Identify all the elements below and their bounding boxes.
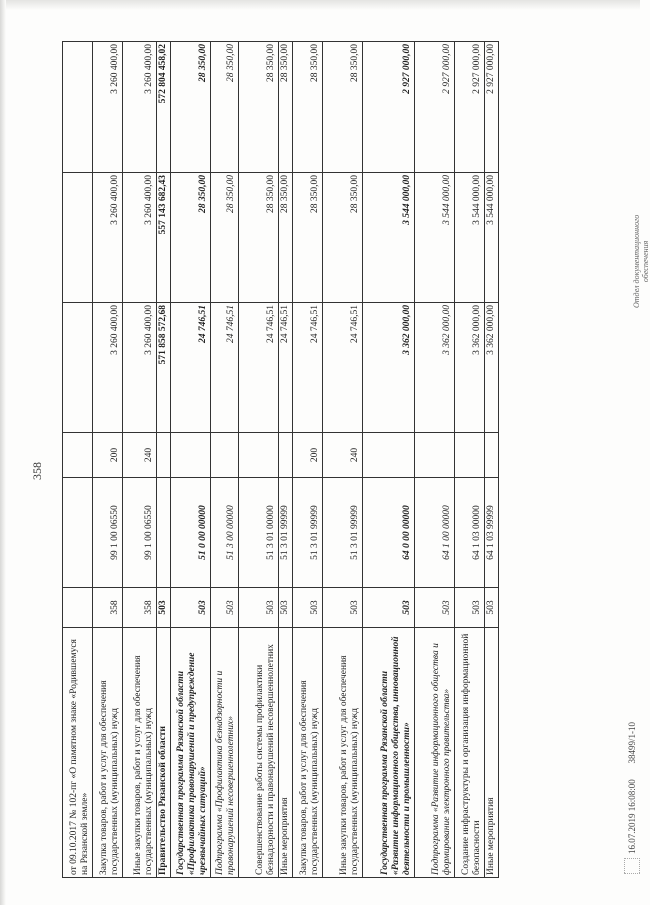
cell-vr — [239, 433, 279, 478]
cell-vr: 240 — [323, 433, 363, 478]
cell-csr: 51 0 00 00000 — [171, 478, 211, 588]
cell-amount-3: 28 350,00 — [279, 42, 293, 173]
table-row — [123, 42, 157, 878]
table-row — [171, 42, 211, 878]
cell-amount-3: 28 350,00 — [239, 42, 279, 173]
cell-amount-2: 28 350,00 — [279, 173, 293, 303]
cell-amount-3: 28 350,00 — [323, 42, 363, 173]
cell-amount-3: 2 927 000,00 — [363, 42, 415, 173]
cell-vr: 240 — [123, 433, 157, 478]
table-row — [455, 42, 485, 878]
cell-kvsr: 503 — [323, 588, 363, 628]
cell-csr — [63, 478, 93, 588]
cell-name: от 09.10.2017 № 102-пг «О памятном знаке «Родившемуся на Рязанской земле» — [63, 628, 93, 878]
cell-vr: 200 — [93, 433, 123, 478]
page-number: 358 — [30, 462, 44, 480]
table-row — [415, 42, 455, 878]
cell-name: Иные закупки товаров, работ и услуг для обеспечения государственных (муниципальных) нужд — [323, 628, 363, 878]
cell-csr: 64 1 00 00000 — [415, 478, 455, 588]
footer-stamp — [627, 722, 637, 854]
cell-vr — [63, 433, 93, 478]
cell-vr — [211, 433, 239, 478]
cell-amount-2: 3 544 000,00 — [485, 173, 499, 303]
cell-csr: 51 3 01 99999 — [293, 478, 323, 588]
footer-datetime: 16.07.2019 16:08:00 — [627, 779, 637, 854]
cell-amount-2: 3 260 400,00 — [93, 173, 123, 303]
scan-edge-top — [0, 0, 640, 10]
cell-vr — [279, 433, 293, 478]
cell-csr: 51 3 01 99999 — [279, 478, 293, 588]
cell-amount-2: 557 143 682,43 — [157, 173, 171, 303]
cell-vr — [171, 433, 211, 478]
cell-vr — [455, 433, 485, 478]
cell-kvsr: 358 — [123, 588, 157, 628]
footer-dept-stamp — [632, 215, 650, 308]
cell-name: Государственная программа Рязанской области «Профилактика правонарушений и предупреждение чрезвычайных ситуаций» — [171, 628, 211, 878]
cell-vr: 200 — [293, 433, 323, 478]
cell-amount-1: 24 746,51 — [293, 303, 323, 433]
table-row — [363, 42, 415, 878]
cell-amount-1: 24 746,51 — [171, 303, 211, 433]
cell-name: Государственная программа Рязанской области «Развитие информационного общества, инновационной деятельности и промышленности» — [363, 628, 415, 878]
cell-amount-2: 3 544 000,00 — [455, 173, 485, 303]
cell-kvsr: 503 — [363, 588, 415, 628]
cell-name: Иные мероприятия — [485, 628, 499, 878]
footer-dept-line1: Отдел документационного — [632, 214, 641, 308]
cell-kvsr: 503 — [279, 588, 293, 628]
cell-name: Иные мероприятия — [279, 628, 293, 878]
cell-kvsr: 503 — [239, 588, 279, 628]
cell-amount-1: 3 260 400,00 — [123, 303, 157, 433]
cell-amount-1: 3 362 000,00 — [363, 303, 415, 433]
cell-amount-3: 2 927 000,00 — [415, 42, 455, 173]
table-body — [63, 42, 499, 878]
cell-amount-1: 3 260 400,00 — [93, 303, 123, 433]
cell-csr: 99 1 00 06550 — [123, 478, 157, 588]
cell-amount-2: 3 260 400,00 — [123, 173, 157, 303]
cell-amount-2: 3 544 000,00 — [363, 173, 415, 303]
table-row — [293, 42, 323, 878]
footer-dept-line2: обеспечения — [641, 240, 650, 283]
cell-amount-3: 3 260 400,00 — [123, 42, 157, 173]
table-row — [485, 42, 499, 878]
qr-code-icon — [624, 858, 640, 874]
cell-name: Закупка товаров, работ и услуг для обеспечения государственных (муниципальных) нужд — [293, 628, 323, 878]
cell-amount-1: 3 362 000,00 — [455, 303, 485, 433]
cell-amount-3: 28 350,00 — [293, 42, 323, 173]
cell-kvsr: 503 — [157, 588, 171, 628]
cell-amount-2: 3 544 000,00 — [415, 173, 455, 303]
cell-amount-3: 3 260 400,00 — [93, 42, 123, 173]
cell-csr: 51 3 00 00000 — [211, 478, 239, 588]
cell-kvsr: 503 — [293, 588, 323, 628]
cell-amount-1: 24 746,51 — [239, 303, 279, 433]
cell-amount-1: 24 746,51 — [211, 303, 239, 433]
cell-name: Иные закупки товаров, работ и услуг для обеспечения государственных (муниципальных) нужд — [123, 628, 157, 878]
cell-amount-1 — [63, 303, 93, 433]
cell-csr: 64 1 03 99999 — [485, 478, 499, 588]
cell-amount-1: 3 362 000,00 — [415, 303, 455, 433]
table-row — [93, 42, 123, 878]
cell-name: Подпрограмма «Профилактика безнадзорности и правонарушений несовершеннолетних» — [211, 628, 239, 878]
table-row — [63, 42, 93, 878]
cell-vr — [363, 433, 415, 478]
cell-csr — [157, 478, 171, 588]
footer-doc-code: 38499/1-10 — [627, 721, 637, 764]
cell-amount-3: 572 804 458,02 — [157, 42, 171, 173]
cell-amount-2: 28 350,00 — [211, 173, 239, 303]
cell-vr — [157, 433, 171, 478]
rotated-content — [30, 42, 650, 878]
cell-amount-2: 28 350,00 — [171, 173, 211, 303]
cell-amount-1: 24 746,51 — [323, 303, 363, 433]
cell-amount-3 — [63, 42, 93, 173]
cell-kvsr — [63, 588, 93, 628]
cell-amount-3: 2 927 000,00 — [485, 42, 499, 173]
cell-csr: 51 3 01 99999 — [323, 478, 363, 588]
cell-kvsr: 358 — [93, 588, 123, 628]
cell-amount-2: 28 350,00 — [293, 173, 323, 303]
cell-amount-3: 2 927 000,00 — [455, 42, 485, 173]
table-row — [279, 42, 293, 878]
cell-name: Создание инфраструктуры и организация информационной безопасности — [455, 628, 485, 878]
cell-amount-3: 28 350,00 — [211, 42, 239, 173]
cell-vr — [415, 433, 455, 478]
cell-kvsr: 503 — [455, 588, 485, 628]
cell-name: Совершенствование работы системы профилактики безнадзорности и правонарушений несовершеннолетних — [239, 628, 279, 878]
cell-kvsr: 503 — [211, 588, 239, 628]
cell-amount-1: 571 858 572,68 — [157, 303, 171, 433]
table-row — [157, 42, 171, 878]
table-row — [239, 42, 279, 878]
cell-amount-2 — [63, 173, 93, 303]
cell-csr: 64 1 03 00000 — [455, 478, 485, 588]
cell-amount-2: 28 350,00 — [239, 173, 279, 303]
cell-amount-1: 3 362 000,00 — [485, 303, 499, 433]
scan-edge-left — [0, 0, 6, 905]
cell-amount-1: 24 746,51 — [279, 303, 293, 433]
cell-kvsr: 503 — [171, 588, 211, 628]
cell-csr: 99 1 00 06550 — [93, 478, 123, 588]
cell-amount-2: 28 350,00 — [323, 173, 363, 303]
cell-csr: 51 3 01 00000 — [239, 478, 279, 588]
table-row — [323, 42, 363, 878]
table-row — [211, 42, 239, 878]
cell-kvsr: 503 — [485, 588, 499, 628]
budget-table — [62, 41, 499, 878]
cell-csr: 64 0 00 00000 — [363, 478, 415, 588]
cell-kvsr: 503 — [415, 588, 455, 628]
cell-name: Подпрограмма «Развитие информационного общества и формирование электронного правительства» — [415, 628, 455, 878]
cell-name: Закупка товаров, работ и услуг для обеспечения государственных (муниципальных) нужд — [93, 628, 123, 878]
cell-amount-3: 28 350,00 — [171, 42, 211, 173]
cell-vr — [485, 433, 499, 478]
cell-name: Правительство Рязанской области — [157, 628, 171, 878]
